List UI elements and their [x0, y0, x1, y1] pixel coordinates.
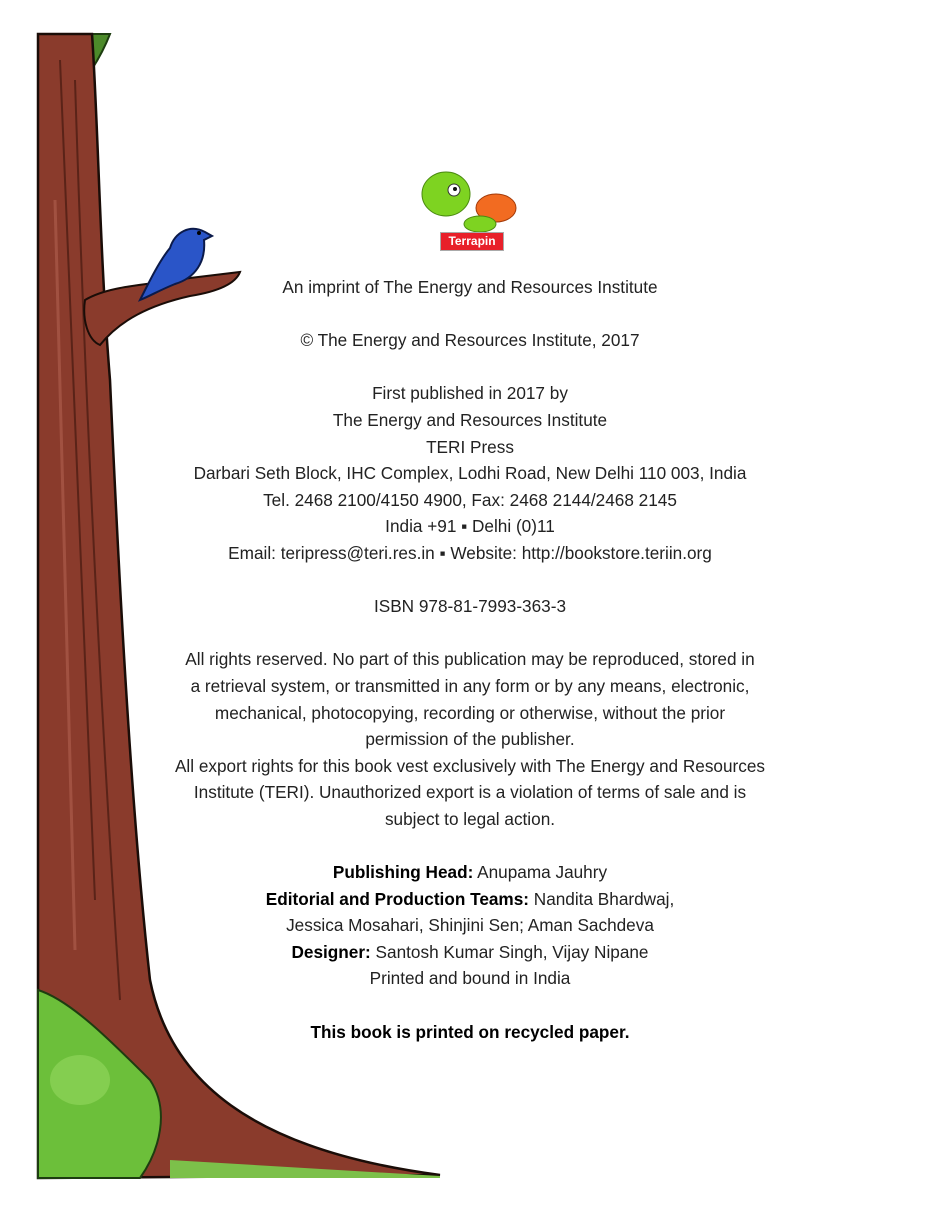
rights-line: Institute (TERI). Unauthorized export is a violation of terms of sale and is	[193, 782, 747, 803]
credit-editorial-cont: Jessica Mosahari, Shinjini Sen; Aman Sachdeva	[286, 915, 654, 936]
rights-line: permission of the publisher.	[365, 729, 575, 750]
logo-label: Terrapin	[440, 232, 504, 251]
credit-designer: Designer: Santosh Kumar Singh, Vijay Nipane	[291, 941, 649, 962]
publisher-contact: Email: teripress@teri.res.in ▪ Website: http://bookstore.teriin.org	[228, 542, 712, 563]
publisher-line: The Energy and Resources Institute	[332, 409, 608, 430]
publisher-phone: Tel. 2468 2100/4150 4900, Fax: 2468 2144/2468 2145	[263, 489, 677, 510]
credit-editorial: Editorial and Production Teams: Nandita Bhardwaj,	[265, 888, 675, 909]
turtle-icon	[418, 166, 522, 236]
publisher-dial-codes: India +91 ▪ Delhi (0)11	[385, 516, 555, 537]
imprint-line: An imprint of The Energy and Resources Institute	[282, 277, 658, 297]
credit-publishing-head: Publishing Head: Anupama Jauhry	[332, 862, 608, 883]
terrapin-logo	[418, 166, 522, 256]
rights-line: mechanical, photocopying, recording or otherwise, without the prior	[214, 702, 726, 723]
copyright-line: © The Energy and Resources Institute, 2017	[300, 330, 640, 351]
copyright-page-text	[140, 274, 800, 1045]
publisher-line: First published in 2017 by	[372, 383, 568, 404]
isbn: ISBN 978-81-7993-363-3	[373, 596, 567, 617]
rights-line: a retrieval system, or transmitted in any form or by any means, electronic,	[190, 675, 750, 696]
rights-line: subject to legal action.	[384, 808, 556, 829]
rights-line: All export rights for this book vest exclusively with The Energy and Resources	[174, 755, 766, 776]
printed-in: Printed and bound in India	[369, 968, 571, 989]
recycled-note: This book is printed on recycled paper.	[310, 1021, 630, 1042]
rights-line: All rights reserved. No part of this publication may be reproduced, stored in	[185, 649, 755, 670]
publisher-address: Darbari Seth Block, IHC Complex, Lodhi Road, New Delhi 110 003, India	[193, 463, 747, 484]
publisher-line: TERI Press	[426, 436, 514, 457]
